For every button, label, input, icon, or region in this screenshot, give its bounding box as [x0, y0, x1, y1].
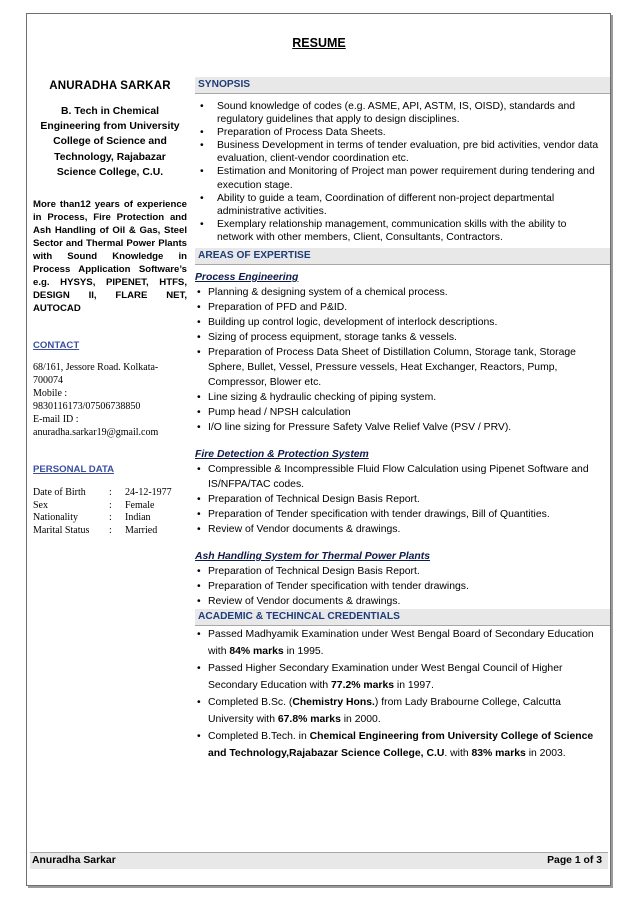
personal-value: Indian: [125, 512, 151, 524]
process-engineering-list: [195, 285, 610, 435]
academic-text: Completed B.Tech. in: [208, 731, 310, 743]
list-item: • Exemplary relationship management, communication skills with the ability to network with other members, Client, Consultants, Contractors.: [195, 218, 603, 244]
synopsis-heading: SYNOPSIS: [195, 77, 610, 94]
academic-emphasis: 83% marks: [471, 748, 526, 760]
academic-text: in 2000.: [340, 714, 381, 726]
list-item: • Preparation of PFD and P&ID.: [195, 300, 598, 315]
degree-line: Technology, Rajabazar: [54, 151, 166, 163]
sidebar: [33, 80, 187, 537]
list-item: • Business Development in terms of tender evaluation, pre bid activities, vendor data evaluation, client-vendor coordination etc.: [195, 139, 603, 165]
academic-text: in 2003.: [525, 748, 566, 760]
personal-key: Date of Birth: [33, 487, 86, 499]
list-item: • Sound knowledge of codes (e.g. ASME, API, ASTM, IS, OISD), standards and regulatory guidelines that apply to design disciplines.: [195, 100, 603, 126]
academic-list: [195, 626, 610, 762]
list-item: • Preparation of Technical Design Basis Report.: [195, 564, 598, 579]
list-item: • Compressible & Incompressible Fluid Flow Calculation using Pipenet Software and IS/NFPA/TAC codes.: [195, 462, 598, 492]
academic-text: Completed B.Sc. (: [208, 697, 293, 709]
academic-emphasis: 84% marks: [229, 646, 284, 658]
personal-value: Female: [125, 499, 155, 511]
academic-heading: ACADEMIC & TECHINCAL CREDENTIALS: [195, 609, 610, 626]
list-item: • Preparation of Process Data Sheets.: [195, 126, 603, 139]
personal-key: Sex: [33, 499, 48, 511]
list-item: • Preparation of Process Data Sheet of Distillation Column, Storage tank, Storage Sphere, Bullet, Vessel, Pressure vessels, Heat Exchanger, Reactors, Pump, Compressor, Blower etc.: [195, 345, 598, 390]
academic-emphasis: Chemical Engineering from University College of Science and Technology,Rajabazar Science College, C.U: [208, 731, 594, 760]
experience-summary: More than12 years of experience in Process, Fire Protection and Ash Handling of Oil & Gas, Steel Sector and Thermal Power Plants with Sound Knowledge in Process Application Software’s e.g. HYSYS, PIPENET, HTFS, DESIGN II, FLARE NET, AUTOCAD: [33, 199, 187, 315]
list-item: • Ability to guide a team, Coordination of different non-project departmental administrative activities.: [195, 192, 603, 218]
table-row: [33, 500, 172, 513]
personal-sep: :: [109, 499, 112, 511]
academic-text: in 1995.: [283, 646, 324, 658]
contact-heading: CONTACT: [33, 340, 80, 352]
expertise-heading: AREAS OF EXPERTISE: [195, 248, 610, 265]
academic-emphasis: Chemistry Hons.: [292, 697, 375, 709]
list-item: • Estimation and Monitoring of Project man power requirement during tendering and execution stage.: [195, 165, 603, 191]
degree-line: College of Science and: [53, 136, 167, 148]
personal-value: Married: [125, 524, 158, 536]
mobile-label: Mobile :: [33, 388, 68, 400]
process-engineering-title: Process Engineering: [195, 272, 299, 284]
list-item: [195, 626, 603, 660]
degree-line: B. Tech in Chemical: [61, 106, 159, 117]
academic-emphasis: 77.2% marks: [331, 680, 394, 692]
personal-key: Nationality: [33, 512, 78, 524]
degree: [33, 104, 187, 180]
page-number: Page 1 of 3: [547, 855, 602, 866]
ash-handling-list: [195, 564, 610, 609]
list-item: • Preparation of Technical Design Basis Report.: [195, 492, 598, 507]
fire-protection-title: Fire Detection & Protection System: [195, 449, 369, 461]
list-item: • Pump head / NPSH calculation: [195, 405, 598, 420]
contact-details: [33, 361, 187, 439]
list-item: • Preparation of Tender specification with tender drawings, Bill of Quantities.: [195, 507, 598, 522]
list-item: • Line sizing & hydraulic checking of piping system.: [195, 390, 598, 405]
academic-emphasis: 67.8% marks: [277, 714, 341, 726]
academic-text: Passed Higher Secondary Examination under West Bengal Council of Higher Secondary Education with: [208, 663, 563, 692]
page-title: RESUME: [292, 36, 346, 50]
fire-protection-list: [195, 462, 610, 537]
academic-text: ) from Lady Brabourne College, Calcutta University with: [208, 697, 561, 726]
personal-sep: :: [109, 487, 112, 499]
personal-key: Marital Status: [33, 524, 90, 536]
list-item: • Sizing of process equipment, storage tanks & vessels.: [195, 330, 598, 345]
personal-sep: :: [109, 512, 112, 524]
list-item: • Review of Vendor documents & drawings.: [195, 594, 598, 609]
academic-text: in 1997.: [394, 680, 434, 692]
email-address[interactable]: anuradha.sarkar19@gmail.com: [33, 427, 159, 439]
list-item: • Preparation of Tender specification with tender drawings.: [195, 579, 598, 594]
ash-handling-title: Ash Handling System for Thermal Power Plants: [195, 551, 430, 563]
list-item: • Review of Vendor documents & drawings.: [195, 522, 598, 537]
personal-data-table: [33, 487, 172, 537]
footer-author: Anuradha Sarkar: [32, 855, 116, 866]
degree-line: Engineering from University: [40, 121, 180, 133]
academic-text: Passed Madhyamik Examination under West Bengal Board of Secondary Education with: [208, 629, 594, 658]
personal-data-heading: PERSONAL DATA: [33, 464, 115, 476]
personal-sep: :: [109, 524, 112, 536]
candidate-name: ANURADHA SARKAR: [49, 80, 171, 92]
address-line: 68/161, Jessore Road. Kolkata-: [33, 362, 159, 374]
list-item: • Planning & designing system of a chemical process.: [195, 285, 598, 300]
synopsis-list: [195, 100, 610, 244]
degree-line: Science College, C.U.: [56, 166, 164, 178]
list-item: • Building up control logic, development of interlock descriptions.: [195, 315, 598, 330]
mobile-number: 9830116173/07506738850: [33, 401, 141, 413]
table-row: [33, 487, 172, 500]
list-item: [195, 728, 603, 762]
list-item: [195, 660, 603, 694]
personal-value: 24-12-1977: [125, 487, 172, 499]
academic-text: . with: [444, 748, 472, 760]
email-label: E-mail ID :: [33, 414, 79, 426]
page-footer: [30, 852, 608, 869]
table-row: [33, 525, 172, 538]
list-item: • I/O line sizing for Pressure Safety Valve Relief Valve (PSV / PRV).: [195, 420, 598, 435]
main-content: [195, 77, 610, 762]
list-item: [195, 694, 603, 728]
table-row: [33, 512, 172, 525]
address-line: 700074: [33, 375, 63, 387]
